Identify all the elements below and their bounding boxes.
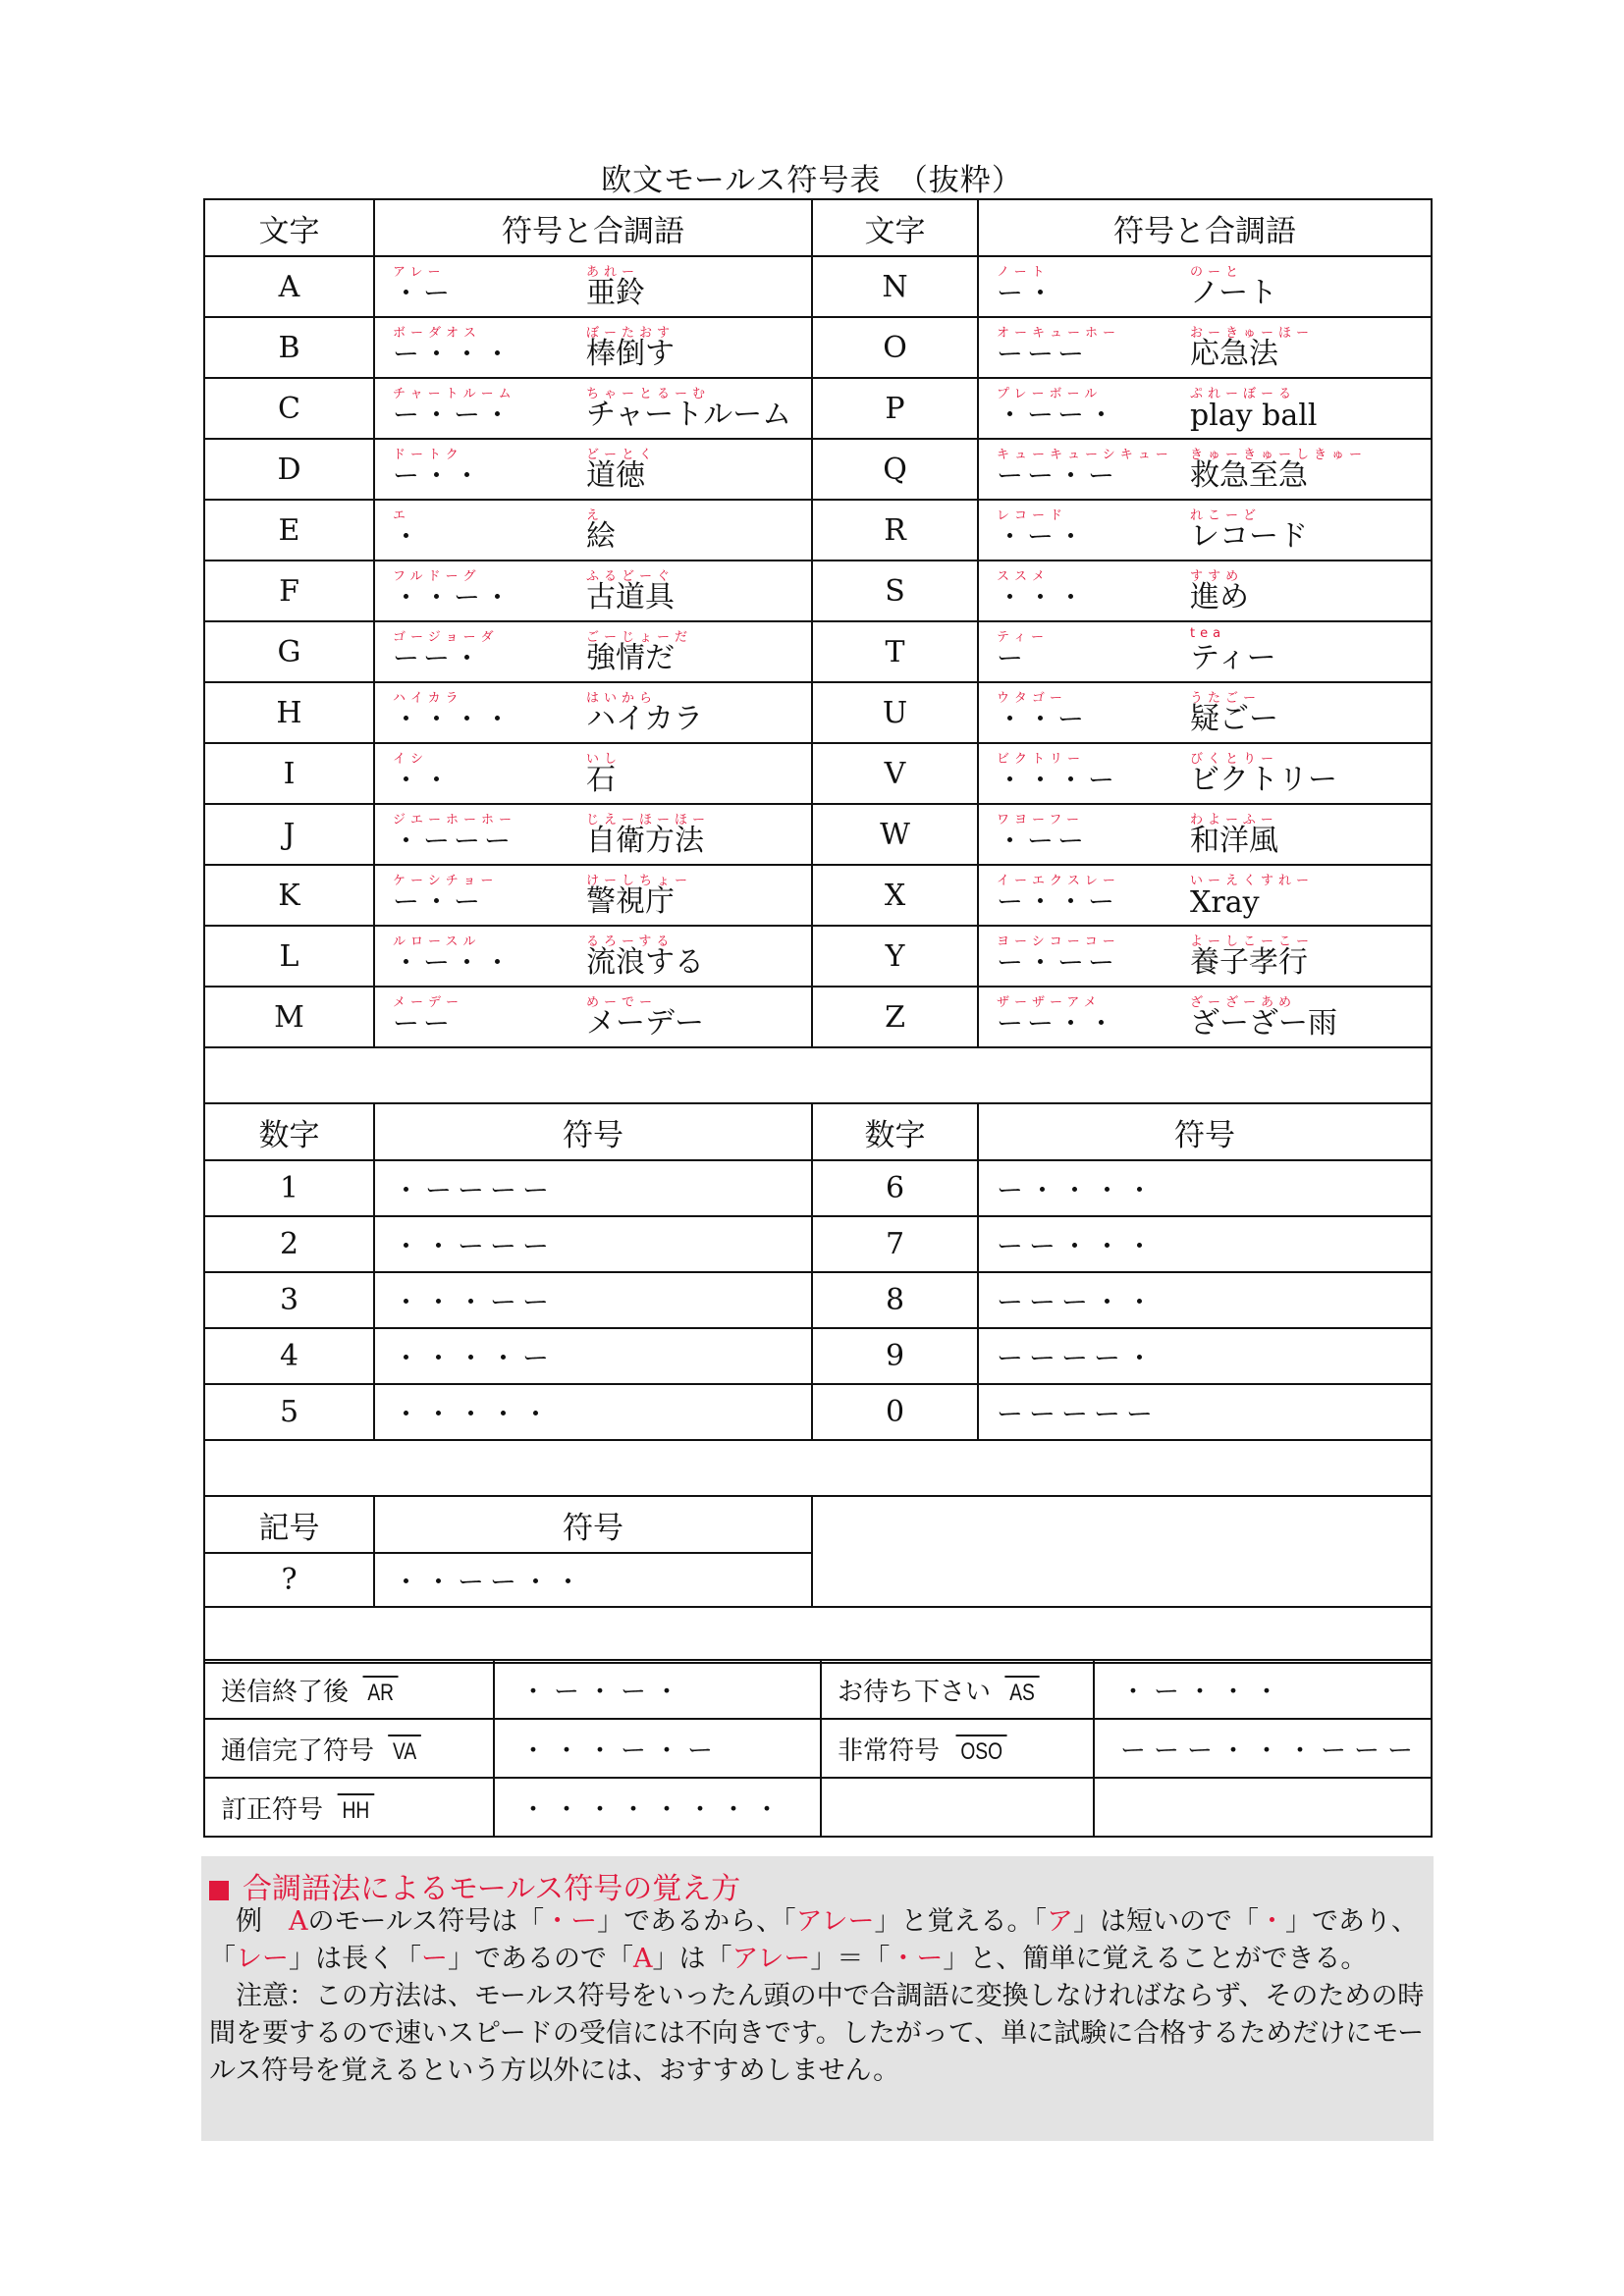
code-reading: イーエクスレー: [997, 874, 1120, 888]
mnemonic-word: 救急至急: [1190, 458, 1308, 493]
header-code: 符号: [978, 1103, 1432, 1160]
code-reading: プレーボール: [997, 387, 1103, 401]
code-cell: [374, 561, 812, 621]
code-cell: [374, 500, 812, 561]
alphabet-row: [204, 378, 1432, 439]
procedure-label: [821, 1660, 1094, 1719]
word-reading: うたごー: [1190, 691, 1262, 706]
code-cell: [978, 378, 1432, 439]
code-cell: [978, 865, 1432, 926]
mnemonic-word: 古道具: [586, 580, 675, 614]
code-cell: [978, 500, 1432, 561]
code-reading: ボーダオス: [393, 326, 481, 341]
spacer: [204, 1047, 1432, 1103]
mnemonic-word: 応急法: [1190, 337, 1278, 371]
morse-code: ・ーー: [997, 827, 1088, 857]
letter-cell: A: [204, 256, 374, 317]
code-cell: [374, 439, 812, 500]
code-reading: ルロースル: [393, 934, 481, 949]
word-reading: tea: [1190, 626, 1226, 641]
morse-code: ・ー・: [997, 522, 1088, 553]
mnemonic-word: play ball: [1190, 399, 1318, 433]
letter-cell: R: [812, 500, 978, 561]
spacer: [204, 1440, 1432, 1496]
code-reading: メーデー: [393, 995, 464, 1010]
code-reading: ワヨーフー: [997, 813, 1084, 828]
procedure-code: ・ー・・・: [1094, 1660, 1432, 1719]
mnemonic-word: Xray: [1190, 885, 1260, 920]
morse-code: ・・・・・: [374, 1384, 812, 1440]
morse-code: ーーーー・: [978, 1328, 1432, 1384]
code-cell: [978, 743, 1432, 804]
mnemonic-word: 疑ごー: [1190, 702, 1278, 736]
alphabet-header-row: [204, 199, 1432, 256]
code-reading: ケーシチョー: [393, 874, 499, 888]
letter-cell: O: [812, 317, 978, 378]
blank-row: [204, 1440, 1432, 1496]
code-cell: [374, 865, 812, 926]
square-bullet-icon: [209, 1881, 229, 1900]
code-reading: レコード: [997, 508, 1068, 523]
number-section: [204, 1103, 1432, 1440]
code-reading: ティー: [997, 630, 1049, 645]
procedure-row: [204, 1778, 1432, 1837]
mnemonic-word: ビクトリー: [1190, 763, 1337, 797]
memo-heading: [209, 1864, 740, 1907]
code-cell: [978, 987, 1432, 1047]
code-reading: ザーザーアメ: [997, 995, 1102, 1010]
morse-code: ・・ーーー: [374, 1216, 812, 1272]
code-reading: ハイカラ: [393, 691, 463, 706]
procedure-name: 通信完了符号: [221, 1735, 375, 1766]
procedure-abbr: OSO: [956, 1735, 1007, 1766]
alphabet-section: [204, 199, 1432, 1047]
word-reading: ごーじょーだ: [586, 630, 693, 645]
mnemonic-word: 亜鈴: [586, 276, 645, 310]
mnemonic-word: 自衛方法: [586, 824, 704, 858]
word-reading: ぷれーぼーる: [1190, 387, 1297, 401]
code-reading: イシ: [393, 752, 429, 767]
morse-code: ーー: [393, 1009, 454, 1040]
code-cell: [374, 682, 812, 743]
alphabet-row: [204, 256, 1432, 317]
mnemonic-word: 流浪する: [586, 945, 704, 980]
morse-code: ・ーーー: [393, 827, 514, 857]
letter-cell: U: [812, 682, 978, 743]
digit-cell: 7: [812, 1216, 978, 1272]
morse-code: ー: [997, 644, 1027, 674]
code-cell: [978, 682, 1432, 743]
alphabet-row: [204, 561, 1432, 621]
word-reading: きゅーきゅーしきゅー: [1190, 448, 1368, 462]
code-reading: オーキューホー: [997, 326, 1121, 341]
morse-code: ーー・ー: [997, 461, 1118, 492]
code-reading: ゴージョーダ: [393, 630, 499, 645]
header-digit: 数字: [812, 1103, 978, 1160]
word-reading: よーしこーこー: [1190, 934, 1315, 949]
mnemonic-word: チャートルーム: [586, 398, 792, 432]
procedure-code: ・・・ー・ー: [494, 1719, 821, 1778]
code-cell: [374, 378, 812, 439]
procedure-name: 非常符号: [838, 1735, 941, 1766]
code-cell: [374, 743, 812, 804]
symbol-header-row: [204, 1496, 1432, 1553]
code-reading: キューキューシキュー: [997, 448, 1173, 462]
mnemonic-word: ざーざー雨: [1190, 1006, 1337, 1041]
word-reading: るろーする: [586, 934, 675, 949]
code-cell: [978, 804, 1432, 865]
mnemonic-word: レコード: [1190, 519, 1308, 554]
mnemonic-word: 石: [586, 763, 616, 797]
memo-paragraph-caution: 注意：この方法は、モールス符号をいったん頭の中で合調語に変換しなければならず、そのための時間を要するので速いスピードの受信には不向きです。したがって、単に試験に合格するためだけにモールス符号を覚えるという方以外には、おすすめしません。: [209, 1981, 1425, 2086]
alphabet-row: [204, 439, 1432, 500]
symbol-section: [204, 1496, 1432, 1607]
procedure-abbr: VA: [388, 1735, 421, 1766]
morse-code: ー・ー・: [393, 400, 514, 431]
procedure-name: お待ち下さい: [838, 1677, 992, 1707]
word-reading: はいから: [586, 691, 658, 706]
code-cell: [978, 256, 1432, 317]
letter-cell: K: [204, 865, 374, 926]
word-reading: ちゃーとるーむ: [586, 387, 711, 401]
word-reading: れこーど: [1190, 508, 1262, 523]
alphabet-row: [204, 317, 1432, 378]
procedure-code: ーーー・・・ーーー: [1094, 1719, 1432, 1778]
morse-code: ・ー・・: [393, 948, 514, 979]
letter-cell: J: [204, 804, 374, 865]
morse-code: ー・・: [393, 461, 484, 492]
empty-cell: [812, 1496, 1432, 1607]
morse-code: ー・・ー: [997, 887, 1118, 918]
header-symbol: 記号: [204, 1496, 374, 1553]
digit-cell: 9: [812, 1328, 978, 1384]
morse-code: ー・: [997, 279, 1057, 309]
morse-code: ・ーー・: [997, 400, 1118, 431]
code-reading: エ: [393, 508, 411, 523]
morse-code: ーーー・・: [978, 1272, 1432, 1328]
letter-cell: Q: [812, 439, 978, 500]
morse-code: ーーーーー: [978, 1384, 1432, 1440]
memo-paragraph-example: 例 Aのモールス符号は「・ー」であるから、「アレー」と覚える。「ア」は短いので「・」であり、「レー」は長く「ー」であるので「A」は「アレー」＝「・ー」と、簡単に覚えることができる。: [209, 1906, 1418, 1974]
header-code: 符号と合調語: [374, 199, 812, 256]
letter-cell: F: [204, 561, 374, 621]
word-reading: ふるどーぐ: [586, 569, 676, 584]
letter-cell: Y: [812, 926, 978, 987]
digit-cell: 2: [204, 1216, 374, 1272]
header-digit: 数字: [204, 1103, 374, 1160]
procedure-abbr: HH: [338, 1793, 374, 1825]
letter-cell: W: [812, 804, 978, 865]
mnemonic-word: 警視庁: [586, 884, 675, 919]
letter-cell: T: [812, 621, 978, 682]
code-cell: [374, 256, 812, 317]
header-code: 符号: [374, 1496, 812, 1553]
alphabet-row: [204, 804, 1432, 865]
morse-code: ・・ー: [997, 705, 1088, 735]
letter-cell: D: [204, 439, 374, 500]
morse-code: ・・・・ー: [374, 1328, 812, 1384]
code-reading: ビクトリー: [997, 752, 1086, 767]
morse-code: ー・・・: [393, 340, 514, 370]
digit-cell: 4: [204, 1328, 374, 1384]
blank-row: [204, 1607, 1432, 1663]
number-header-row: [204, 1103, 1432, 1160]
morse-code: ・・・ー: [997, 766, 1118, 796]
morse-code: ー・ー: [393, 887, 484, 918]
digit-cell: 8: [812, 1272, 978, 1328]
code-cell: [978, 621, 1432, 682]
morse-code: ・・ー・: [393, 583, 514, 614]
procedure-code: ・・・・・・・・: [494, 1778, 821, 1837]
code-cell: [374, 987, 812, 1047]
mnemonic-word: ノート: [1190, 276, 1278, 310]
mnemonic-word: 強情だ: [586, 641, 675, 675]
word-reading: え: [586, 508, 605, 523]
digit-cell: 3: [204, 1272, 374, 1328]
blank-row: [204, 1047, 1432, 1103]
procedure-name: 送信終了後: [221, 1677, 350, 1707]
morse-code: ーー・・・: [978, 1216, 1432, 1272]
procedure-label: [204, 1719, 494, 1778]
word-reading: あれー: [586, 265, 640, 280]
morse-code: ・ーーーー: [374, 1160, 812, 1216]
morse-code: ・ー: [393, 279, 454, 309]
mnemonic-word: ハイカラ: [586, 702, 704, 736]
code-cell: [978, 439, 1432, 500]
code-cell: [374, 804, 812, 865]
memo-heading-text: 合調語法によるモールス符号の覚え方: [243, 1872, 741, 1906]
procedure-label: [821, 1719, 1094, 1778]
header-letter: 文字: [204, 199, 374, 256]
code-cell: [978, 317, 1432, 378]
code-reading: ジエーホーホー: [393, 813, 517, 828]
digit-cell: 6: [812, 1160, 978, 1216]
symbol-char: ?: [204, 1553, 374, 1607]
alphabet-row: [204, 865, 1432, 926]
word-reading: ぼーたおす: [586, 326, 676, 341]
mnemonic-word: ティー: [1190, 641, 1276, 675]
morse-code: ・・・: [997, 583, 1088, 614]
mnemonic-word: 絵: [586, 519, 616, 554]
letter-cell: C: [204, 378, 374, 439]
word-reading: びくとりー: [1190, 752, 1279, 767]
procedure-label: [204, 1660, 494, 1719]
digit-cell: 0: [812, 1384, 978, 1440]
code-cell: [374, 926, 812, 987]
letter-cell: G: [204, 621, 374, 682]
procedure-row: [204, 1660, 1432, 1719]
procedure-label: [204, 1778, 494, 1837]
procedure-name: 訂正符号: [221, 1794, 324, 1825]
procedure-table: [203, 1659, 1433, 1838]
letter-cell: S: [812, 561, 978, 621]
code-cell: [374, 317, 812, 378]
procedure-abbr: AS: [1004, 1676, 1039, 1707]
code-reading: ノート: [997, 265, 1050, 280]
word-reading: いし: [586, 752, 623, 767]
number-row: [204, 1328, 1432, 1384]
morse-code: ・: [393, 522, 423, 553]
spacer: [204, 1607, 1432, 1663]
memo-box: [201, 1856, 1434, 2141]
code-reading: チャートルーム: [393, 387, 516, 401]
letter-cell: M: [204, 987, 374, 1047]
code-reading: ウタゴー: [997, 691, 1067, 706]
mnemonic-word: 和洋風: [1190, 824, 1278, 858]
alphabet-row: [204, 621, 1432, 682]
mnemonic-word: メーデー: [586, 1006, 704, 1041]
procedure-row: [204, 1719, 1432, 1778]
header-letter: 文字: [812, 199, 978, 256]
word-reading: すすめ: [1190, 569, 1244, 584]
word-reading: めーでー: [586, 995, 658, 1010]
word-reading: どーとく: [586, 448, 658, 462]
letter-cell: N: [812, 256, 978, 317]
morse-code: ーー・: [393, 644, 484, 674]
code-reading: ススメ: [997, 569, 1051, 584]
code-cell: [978, 561, 1432, 621]
mnemonic-word: 道徳: [586, 458, 645, 493]
mnemonic-word: 進め: [1190, 580, 1249, 614]
morse-table: [203, 198, 1433, 1664]
word-reading: ざーざーあめ: [1190, 995, 1297, 1010]
procedure-code: ・ー・ー・: [494, 1660, 821, 1719]
morse-code: ・・・ーー: [374, 1272, 812, 1328]
morse-code: ーー・・: [997, 1009, 1118, 1040]
letter-cell: Z: [812, 987, 978, 1047]
number-row: [204, 1272, 1432, 1328]
word-reading: おーきゅーほー: [1190, 326, 1315, 341]
morse-code: ー・・・・: [978, 1160, 1432, 1216]
code-cell: [374, 621, 812, 682]
number-row: [204, 1160, 1432, 1216]
procedure-label: [821, 1778, 1094, 1837]
code-reading: ドートク: [393, 448, 463, 462]
word-reading: わよーふー: [1190, 813, 1278, 828]
word-reading: のーと: [1190, 265, 1244, 280]
number-row: [204, 1384, 1432, 1440]
digit-cell: 1: [204, 1160, 374, 1216]
code-reading: ヨーシコーコー: [997, 934, 1120, 949]
morse-code: ・・: [393, 766, 454, 796]
letter-cell: H: [204, 682, 374, 743]
letter-cell: B: [204, 317, 374, 378]
code-cell: [978, 926, 1432, 987]
code-reading: アレー: [393, 265, 446, 280]
code-reading: フルドーグ: [393, 569, 481, 584]
mnemonic-word: 棒倒す: [586, 337, 675, 371]
letter-cell: E: [204, 500, 374, 561]
letter-cell: X: [812, 865, 978, 926]
number-row: [204, 1216, 1432, 1272]
header-code: 符号: [374, 1103, 812, 1160]
alphabet-row: [204, 926, 1432, 987]
procedure-code: [1094, 1778, 1432, 1837]
morse-code: ー・ーー: [997, 948, 1118, 979]
alphabet-row: [204, 682, 1432, 743]
word-reading: けーしちょー: [586, 874, 693, 888]
morse-code: ーーー: [997, 340, 1088, 370]
letter-cell: I: [204, 743, 374, 804]
mnemonic-word: 養子孝行: [1190, 945, 1308, 980]
page-title: 欧文モールス符号表 （抜粋）: [601, 163, 1023, 198]
letter-cell: V: [812, 743, 978, 804]
memo-body: [209, 1903, 1427, 2090]
alphabet-row: [204, 500, 1432, 561]
letter-cell: L: [204, 926, 374, 987]
morse-code: ・・・・: [393, 705, 514, 735]
symbol-code: ・・ーー・・: [374, 1553, 812, 1607]
alphabet-row: [204, 987, 1432, 1047]
alphabet-row: [204, 743, 1432, 804]
word-reading: じえーほーほー: [586, 813, 711, 828]
word-reading: いーえくすれー: [1190, 874, 1315, 888]
letter-cell: P: [812, 378, 978, 439]
digit-cell: 5: [204, 1384, 374, 1440]
header-code: 符号と合調語: [978, 199, 1432, 256]
procedure-abbr: AR: [363, 1676, 399, 1707]
